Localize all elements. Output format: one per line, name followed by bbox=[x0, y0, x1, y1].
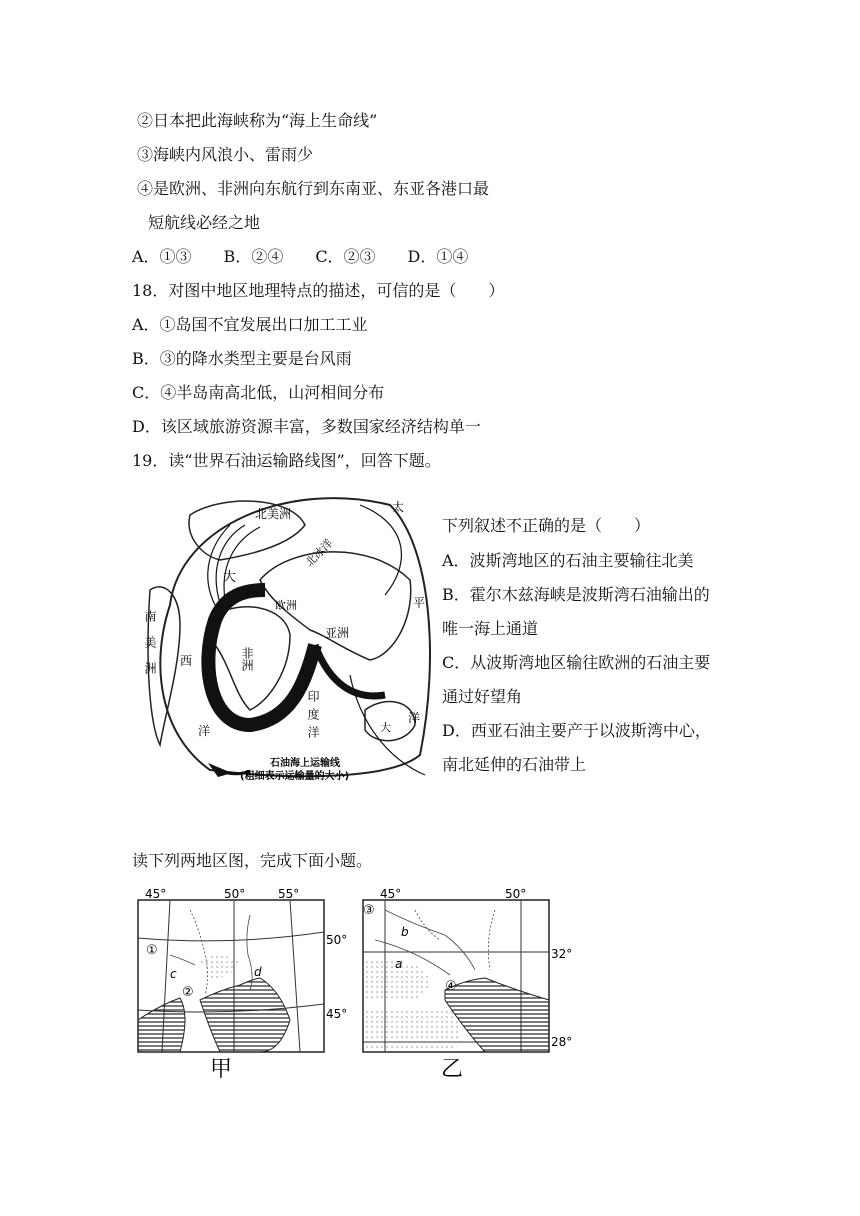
jia-label-c: c bbox=[170, 967, 177, 981]
q19-question: 下列叙述不正确的是（ ） bbox=[442, 516, 651, 535]
q17-choices: A．①③ B．②④ C．②③ D．①④ bbox=[132, 247, 469, 266]
map-legend-title: 石油海上运输线 bbox=[270, 758, 340, 769]
yi-caption: 乙 bbox=[441, 1057, 464, 1080]
q19-option-b-line1: B．霍尔木兹海峡是波斯湾石油输出的 bbox=[442, 585, 710, 604]
jia-marker-1: ① bbox=[146, 943, 158, 958]
q19-option-d-line2: 南北延伸的石油带上 bbox=[442, 755, 587, 774]
map-label-xi: 西 bbox=[180, 654, 193, 668]
jia-label-d: d bbox=[254, 965, 262, 979]
map-label-europe: 欧洲 bbox=[275, 599, 297, 612]
yi-lon-45: 45° bbox=[380, 887, 402, 901]
yi-label-a: a bbox=[395, 957, 403, 971]
map-label-asia: 亚洲 bbox=[325, 626, 350, 640]
q19-option-a: A．波斯湾地区的石油主要输往北美 bbox=[442, 551, 694, 570]
q19-option-b-line2: 唯一海上通道 bbox=[442, 619, 539, 638]
q18-option-a: A．①岛国不宜发展出口加工工业 bbox=[132, 315, 368, 334]
jia-lon-55: 55° bbox=[278, 887, 300, 901]
map-label-tai: 太 bbox=[392, 500, 405, 514]
q17-option-3: ③海峡内风浪小、雷雨少 bbox=[137, 145, 314, 164]
map-jia bbox=[130, 880, 360, 1080]
map-label-ping: 平 bbox=[413, 596, 426, 610]
map-label-pacific-yang: 洋 bbox=[408, 711, 421, 725]
yi-marker-3: ③ bbox=[363, 903, 375, 918]
yi-lat-32: 32° bbox=[551, 947, 573, 961]
maps-intro: 读下列两地区图，完成下面小题。 bbox=[132, 851, 373, 870]
jia-lat-45: 45° bbox=[326, 1007, 348, 1021]
yi-lat-28: 28° bbox=[551, 1035, 573, 1049]
q19-option-c-line1: C．从波斯湾地区输往欧洲的石油主要 bbox=[442, 653, 711, 672]
map-label-south-america: 南美洲 bbox=[143, 610, 157, 688]
map-label-north-america: 北美洲 bbox=[255, 507, 292, 521]
map-legend-note: (粗细表示运输量的大小) bbox=[240, 771, 350, 782]
q18-stem: 18．对图中地区地理特点的描述，可信的是（ ） bbox=[132, 281, 505, 300]
oil-transport-map bbox=[140, 485, 435, 785]
map-label-atlantic-yang: 洋 bbox=[198, 724, 211, 738]
jia-marker-2: ② bbox=[182, 985, 194, 1000]
yi-marker-4: ④ bbox=[445, 979, 457, 994]
yi-lon-50: 50° bbox=[505, 887, 527, 901]
q18-option-b: B．③的降水类型主要是台风雨 bbox=[132, 349, 352, 368]
map-label-da-atlantic: 大 bbox=[223, 570, 237, 585]
q17-option-4-line2: 短航线必经之地 bbox=[148, 213, 261, 232]
map-label-arctic: 北冰洋 bbox=[302, 536, 336, 570]
map-yi bbox=[355, 880, 590, 1080]
map-label-australia: 大 bbox=[380, 721, 391, 734]
jia-lon-45: 45° bbox=[145, 887, 167, 901]
jia-caption: 甲 bbox=[210, 1057, 233, 1080]
q18-option-c: C．④半岛南高北低，山河相间分布 bbox=[132, 383, 385, 402]
q19-option-c-line2: 通过好望角 bbox=[442, 687, 523, 706]
map-label-indian-ocean: 印度洋 bbox=[306, 690, 320, 744]
q17-option-2: ②日本把此海峡称为“海上生命线” bbox=[137, 111, 378, 130]
jia-lat-50: 50° bbox=[326, 933, 348, 947]
q19-option-d-line1: D．西亚石油主要产于以波斯湾中心， bbox=[442, 721, 711, 740]
jia-lon-50: 50° bbox=[224, 887, 246, 901]
q17-option-4-line1: ④是欧洲、非洲向东航行到东南亚、东亚各港口最 bbox=[137, 179, 490, 198]
map-label-africa: 非洲 bbox=[240, 647, 254, 671]
q18-option-d: D．该区域旅游资源丰富，多数国家经济结构单一 bbox=[132, 417, 481, 436]
yi-label-b: b bbox=[401, 925, 409, 939]
q19-stem: 19．读“世界石油运输路线图”，回答下题。 bbox=[132, 451, 441, 470]
